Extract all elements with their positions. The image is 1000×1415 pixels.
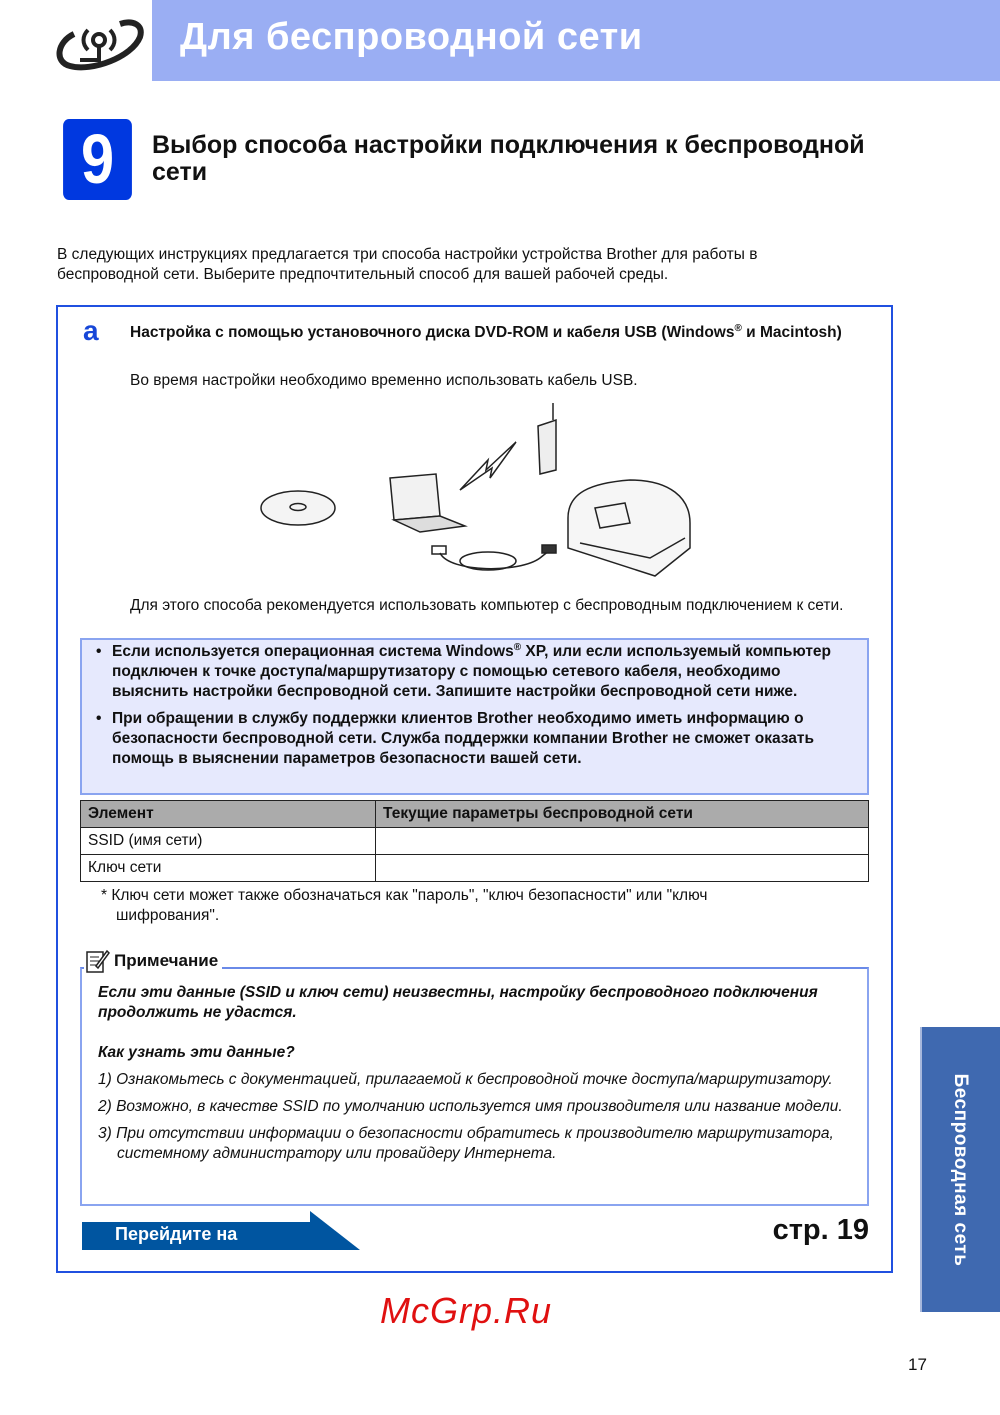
important-notice [80,638,869,795]
table-row [81,855,869,882]
side-tab-label: Беспроводная сеть [950,1073,971,1267]
option-title [130,323,850,343]
table-cell[interactable] [376,828,869,855]
step-number: 9 [63,119,132,200]
access-point-icon [538,403,556,474]
notice-item [96,642,853,702]
scanner-device-icon [568,480,690,576]
section-header: Для беспроводной сети [152,0,1000,81]
watermark: McGrp.Ru [380,1290,553,1331]
column-header: Текущие параметры беспроводной сети [376,801,869,828]
notice-text: XP, или если используемый компьютер подключен к точке доступа/маршрутизатору с помощью сетевого кабеля, необходимо выяснить настройки беспроводной сети. Запишите настройки беспроводной сети ниже. [112,643,831,700]
lower-section [80,638,869,1253]
wireless-signal-icon [460,442,516,490]
table-row [81,828,869,855]
table-cell: Ключ сети [81,855,376,882]
column-header: Элемент [81,801,376,828]
footnote: * Ключ сети может также обозначаться как "пароль", "ключ безопасности" или "ключ шифрования". [101,887,708,924]
dvd-disc-icon [261,491,335,525]
table-cell[interactable] [376,855,869,882]
note-question: Как узнать эти данные? [98,1044,295,1061]
recommendation-text: Для этого способа рекомендуется использовать компьютер с беспроводным подключением к сети. [130,597,844,614]
usb-cable-icon [432,545,556,570]
registered-mark: ® [513,641,522,653]
laptop-icon [390,474,465,532]
goto-page-link[interactable]: стр. 19 [772,1214,869,1246]
note-lead: Если эти данные (SSID и ключ сети) неизвестны, настройку беспроводного подключения продолжить не удастся. [98,984,818,1021]
title-text: и Macintosh) [741,324,842,341]
wireless-icon [52,12,147,74]
notice-text: Если используется операционная система Windows [112,643,514,660]
title-text: Настройка с помощью установочного диска DVD-ROM и кабеля USB (Windows [130,324,735,341]
note-item: 3) При отсутствии информации о безопасности обратитесь к производителю маршрутизатора, системному администратору или провайдеру Интернета. [98,1125,834,1162]
table-cell: SSID (имя сети) [81,828,376,855]
note-item: 2) Возможно, в качестве SSID по умолчанию используется имя производителя или название модели. [98,1098,843,1115]
note-pencil-icon [84,948,110,974]
table-header-row [81,801,869,828]
wireless-settings-table [80,800,869,882]
step-title: Выбор способа настройки подключения к беспроводной сети [152,131,865,186]
goto-row [80,1211,869,1253]
option-letter: a [83,315,99,346]
intro-text: В следующих инструкциях предлагается три способа настройки устройства Brother для работы в беспроводной сети. Выберите предпочтительный способ для вашей рабочей среды. [57,246,758,283]
note-item: 1) Ознакомьтесь с документацией, прилагаемой к беспроводной точке доступа/маршрутизатору. [98,1071,833,1088]
note-box [80,967,869,1206]
registered-mark: ® [734,322,742,334]
goto-label: Перейдите на [115,1224,238,1244]
note-header [84,948,222,974]
option-description: Во время настройки необходимо временно использовать кабель USB. [130,372,638,389]
notice-item: • При обращении в службу поддержки клиентов Brother необходимо иметь информацию о безопасности беспроводной сети. Служба поддержки компании Brother не сможет оказать помощь в выяснении параметров безопасности вашей сети. [96,709,853,769]
setup-illustration [250,398,710,583]
note-label: Примечание [114,951,219,970]
page-number: 17 [908,1355,927,1374]
